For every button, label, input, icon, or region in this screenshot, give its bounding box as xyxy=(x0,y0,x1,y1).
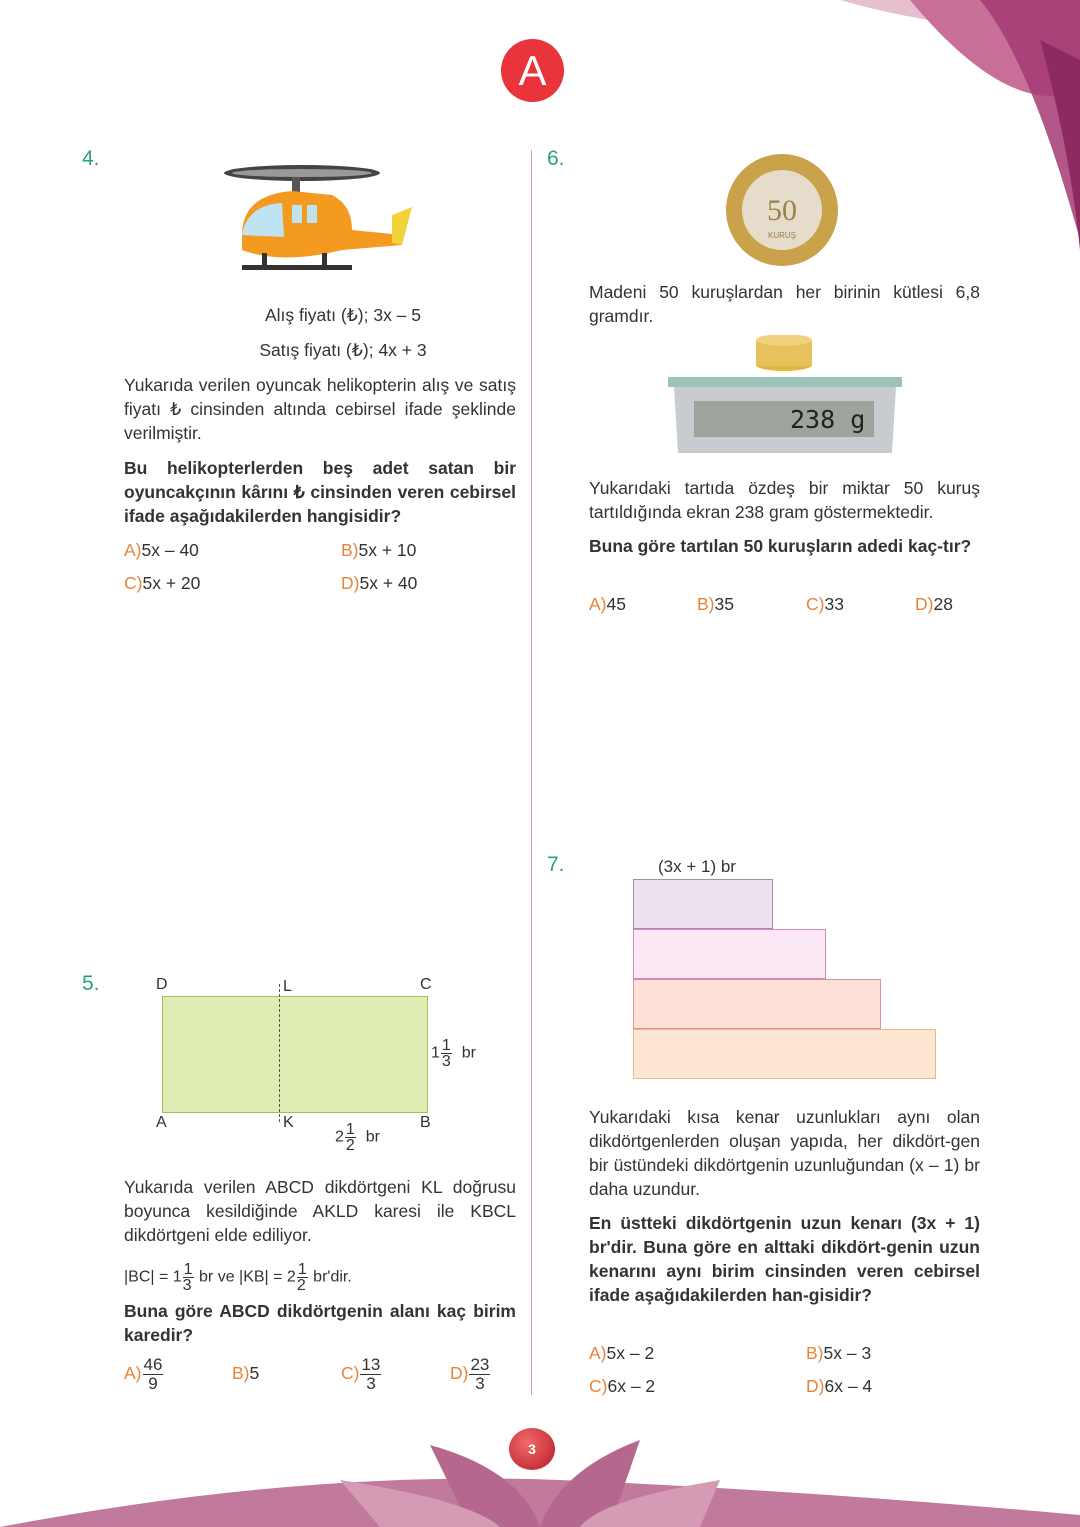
question-number-7: 7. xyxy=(547,853,565,876)
q7-option-b[interactable]: B)5x – 3 xyxy=(806,1343,872,1363)
q6-question: Buna göre tartılan 50 kuruşların adedi kaç-tır? xyxy=(589,536,972,556)
q5-text: Yukarıda verilen ABCD dikdörtgeni KL doğrusu boyunca kesildiğinde AKLD karesi ile KBCL dikdörtgeni elde ediliyor. xyxy=(124,1177,516,1245)
q7-option-a[interactable]: A)5x – 2 xyxy=(589,1343,655,1363)
label-b: B xyxy=(420,1114,431,1131)
q6-option-d[interactable]: D)28 xyxy=(915,594,953,614)
q4-option-d[interactable]: D)5x + 40 xyxy=(341,573,418,593)
q6-option-a[interactable]: A)45 xyxy=(589,594,626,614)
label-a: A xyxy=(156,1114,167,1131)
page-number: 3 xyxy=(509,1428,555,1470)
q7-option-d[interactable]: D)6x – 4 xyxy=(806,1376,873,1396)
label-c: C xyxy=(420,976,432,993)
q6-option-c[interactable]: C)33 xyxy=(806,594,844,614)
rect-4 xyxy=(633,1029,936,1079)
q4-option-b[interactable]: B)5x + 10 xyxy=(341,540,417,560)
sell-price: Satış fiyatı (₺); 4x + 3 xyxy=(259,340,427,360)
q5-option-b[interactable]: B)5 xyxy=(232,1363,260,1383)
q7-question: En üstteki dikdörtgenin uzun kenarı (3x + 1) br'dir. Buna göre en alttaki dikdört-genin uzun kenarını aynı birim cinsinden veren cebirsel ifade aşağıdakilerden han-gisidir? xyxy=(589,1213,980,1305)
q6-option-b[interactable]: B)35 xyxy=(697,594,734,614)
label-bc: 1 $\frac{1}{3}$ br xyxy=(431,1037,476,1070)
label-l: L xyxy=(283,978,292,995)
q4-question: Bu helikopterlerden beş adet satan bir oyuncakçının kârını ₺ cinsinden veren cebirsel ifade aşağıdakilerden hangisidir? xyxy=(124,458,516,526)
question-number-5: 5. xyxy=(82,972,100,995)
label-d: D xyxy=(156,976,168,993)
label-k: K xyxy=(283,1114,294,1131)
coin-image xyxy=(724,152,844,267)
q4-option-a[interactable]: A)5x – 40 xyxy=(124,540,199,560)
q5-question: Buna göre ABCD dikdörtgenin alanı kaç birim karedir? xyxy=(124,1301,516,1345)
svg-text:50: 50 xyxy=(767,194,797,227)
scale-image xyxy=(664,335,904,460)
q6-text: Madeni 50 kuruşlardan her birinin kütlesi 6,8 gramdır. xyxy=(589,282,980,326)
svg-text:KURUŞ: KURUŞ xyxy=(767,231,797,240)
scale-display: 238 g xyxy=(790,405,866,434)
column-divider xyxy=(531,150,532,1395)
rectangle-abcd xyxy=(162,996,428,1113)
question-number-4: 4. xyxy=(82,147,100,170)
q6-text2: Yukarıdaki tartıda özdeş bir miktar 50 kuruş tartıldığında ekran 238 gram göstermektedir. xyxy=(589,478,980,522)
q4-text: Yukarıda verilen oyuncak helikopterin alış ve satış fiyatı ₺ cinsinden altında cebirsel ifade şeklinde verilmiştir. xyxy=(124,375,516,443)
q5-given: |BC| = 1 $\frac{1}{3}$ br ve |KB| = 2 $\frac{1}{2}$ br'dir. xyxy=(124,1261,352,1294)
q4-option-c[interactable]: C)5x + 20 xyxy=(124,573,201,593)
rect-3 xyxy=(633,979,881,1029)
buy-price: Alış fiyatı (₺); 3x – 5 xyxy=(264,305,422,325)
top-rect-label: (3x + 1) br xyxy=(658,857,736,876)
q5-option-c[interactable]: C) $\frac{13}{3}$ xyxy=(341,1355,381,1393)
helicopter-image xyxy=(222,155,418,283)
question-number-6: 6. xyxy=(547,147,565,170)
rect-2 xyxy=(633,929,826,979)
q7-option-c[interactable]: C)6x – 2 xyxy=(589,1376,656,1396)
line-kl xyxy=(279,984,280,1122)
q7-text: Yukarıdaki kısa kenar uzunlukları aynı olan dikdörtgenlerden oluşan yapıda, her dikdört-gen bir üstündeki dikdörtgenin uzunluğundan (x – 1) br daha uzundur. xyxy=(589,1107,980,1199)
q5-option-d[interactable]: D) $\frac{23}{3}$ xyxy=(450,1355,490,1393)
label-kb: 2 $\frac{1}{2}$ br xyxy=(335,1121,380,1154)
rect-1 xyxy=(633,879,773,929)
booklet-badge: A xyxy=(501,39,564,102)
q5-option-a[interactable]: A) $\frac{46}{9}$ xyxy=(124,1355,163,1393)
